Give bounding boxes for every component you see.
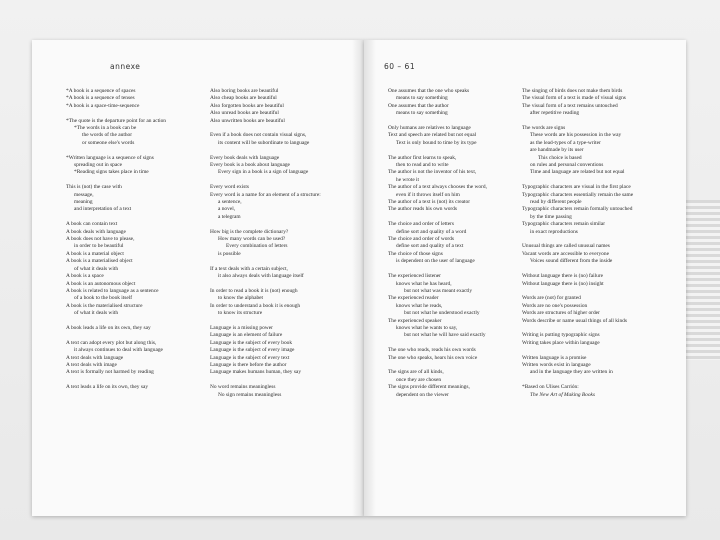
text-line: The experienced reader [388,295,439,302]
text-line: it always continues to deal with language [74,347,163,354]
text-line: *Written language is a sequence of signs [66,154,154,161]
text-line: Words are structures of higher order [522,310,600,317]
text-line: Every sign in a book is a sign of language [218,169,309,176]
text-line: The visual form of a text is made of visual signs [522,95,626,102]
text-line: *A book is a space-time-sequence [66,102,140,109]
text-line: define sort and quality of a word [396,228,467,235]
text-line: a telegram [218,213,241,220]
text-line: but not what he will have said exactly [404,332,486,339]
text-line: Vacant words are accessible to everyone [522,250,609,257]
text-line: Every book is a book about language [210,162,290,169]
text-line: A text leads a life on its own, they say [66,384,149,391]
text-line: a sentence, [218,199,242,206]
text-line: in exact reproductions [530,228,578,235]
line-gap [66,214,166,221]
text-line: Language is there before the author [210,361,287,368]
text-line: on rules and personal conventions [530,162,604,169]
text-line: A book is the materialised structure [66,302,143,309]
line-gap [210,258,321,265]
text-line: Language is the subject of every book [210,339,293,346]
running-head-right: 60 – 61 [384,62,416,71]
text-line: Language makes humans human, they say [210,369,302,376]
text-line: The experienced listener [388,273,441,280]
text-line: A book is a space [66,273,104,280]
text-line: Also unread books are beautiful [210,110,279,117]
text-line: A book can contain text [66,221,118,228]
text-line: *Reading signs takes place in time [74,169,149,176]
text-line: The signs are of all kinds, [388,369,444,376]
text-line: The author is not the inventor of his text, [388,169,477,176]
text-line: A text deals with image [66,361,117,368]
text-line: Voices sound different from the inside [530,258,613,265]
right-page [364,40,686,516]
text-line: Writing takes place within language [522,339,600,346]
line-gap [66,147,166,154]
text-line: *A book is a sequence of tenses [66,95,135,102]
text-line: The singing of birds does not make them birds [522,88,623,94]
text-line: Typographic characters remain similar [522,221,605,228]
text-line: The New Art of Making Books [530,391,596,398]
right-column-a [388,88,487,399]
text-line: read by different people [530,199,582,206]
text-line: The words are signs [522,125,566,132]
text-line: A book is a material object [66,250,124,257]
text-line: The choice and order of letters [388,221,455,228]
text-line: message, [74,191,94,198]
text-line: as the lead-types of a type-writer [530,139,601,146]
line-gap [522,347,633,354]
text-line: Even if a book does not contain visual signs, [210,132,307,139]
text-line: is possible [218,250,241,257]
text-line: How big is the complete dictionary? [210,228,289,235]
text-line: Only humans are relatives to language [388,125,471,132]
text-line: The choice of those signs [388,250,443,257]
text-line: The one who reads, reads his own words [388,347,476,354]
text-line: means to say something [396,110,448,117]
line-gap [210,147,321,154]
book-gutter [352,40,376,516]
text-line: of what it deals with [74,265,119,272]
text-line: Language is an element of failure [210,332,283,339]
text-line: A text is formally not harmed by reading [66,369,154,376]
text-line: but not what was meant exactly [404,287,473,294]
text-line: Words describe or name usual things of all kinds [522,317,627,324]
text-line: then to read and to write [396,162,449,169]
text-line: Every combination of letters [226,243,288,250]
text-line: One assumes that the author [388,102,449,109]
text-line: dependent on the viewer [396,391,449,398]
text-line: spreading out in space [74,162,123,169]
text-line: A text can adopt every plot but along this, [66,339,157,346]
text-line: and interpretation of a text [74,206,132,213]
text-line: Language is the subject of every text [210,354,290,361]
text-line: Writing is putting typographic signs [522,332,600,339]
text-line: Every word exists [210,184,249,191]
text-line: These words are his possession in the way [530,132,622,139]
line-gap [66,332,166,339]
text-line: the words of the author [82,132,133,139]
text-line: One assumes that the one who speaks [388,88,470,94]
line-gap [522,377,633,384]
right-column-b [522,88,633,399]
text-line: The author first learns to speak, [388,154,457,161]
text-line: a novel, [218,206,236,213]
line-gap [210,177,321,184]
text-line: Without language there is (no) insight [522,280,604,287]
line-gap [210,221,321,228]
line-gap [66,318,166,325]
line-gap [522,266,633,273]
text-line: In order to read a book it is (not) enough [210,287,298,294]
left-column-b [210,88,321,399]
text-line: and in the language they are written in [530,369,613,376]
text-line: of what it deals with [74,310,119,317]
text-line: No word remains meaningless [210,384,276,391]
line-gap [522,325,633,332]
text-line: This choice is based [538,154,582,161]
text-line: Text is only bound to time by its type [396,139,477,146]
text-line: Also cheap books are beautiful [210,95,277,102]
text-line: meaning [74,199,93,206]
text-line: are handmade by its user [530,147,584,154]
text-line: The author of a text is (not) its creator [388,199,471,206]
line-gap [66,110,166,117]
text-line: is dependent on the user of language [396,258,475,265]
text-line: Language is the subject of every image [210,347,295,354]
left-column-a [66,88,166,392]
text-line: A book is a materialised object [66,258,133,265]
text-line: in order to be beautiful [74,243,124,250]
text-line: A book deals with language [66,228,126,235]
text-line: Language is a missing power [210,324,273,331]
text-line: *The words in a book can be [74,125,137,132]
text-line: after repetitive reading [530,110,580,117]
text-line: Also boring books are beautiful [210,88,279,94]
text-line: *Based on Ulises Carrión: [522,384,579,391]
text-line: to know the alphabet [218,295,264,302]
text-line: Unusual things are called unusual names [522,243,610,250]
line-gap [388,118,487,125]
text-line: If a text deals with a certain subject, [210,265,288,272]
text-line: but not what he understood exactly [404,310,480,317]
text-line: A book does not have to please, [66,236,135,243]
text-line: No sign remains meaningless [218,391,282,398]
text-line: by the time passing [530,213,572,220]
text-line: or someone else's words [82,139,135,146]
line-gap [210,318,321,325]
text-line: This is (not) the case with [66,184,122,191]
text-line: The experienced speaker [388,317,442,324]
line-gap [210,280,321,287]
text-line: Words are (not) for granted [522,295,581,302]
text-line: How many words can be used? [218,236,286,243]
text-line: Text and speech are related but not equal [388,132,477,139]
text-line: of a book to the book itself [74,295,133,302]
text-line: to know its structure [218,310,263,317]
text-line: it also always deals with language itself [218,273,304,280]
text-line: Written language is a promise [522,354,587,361]
left-page [32,40,364,516]
text-line: *A book is a sequence of spaces [66,88,136,94]
text-line: The author of a text always chooses the word, [388,184,487,191]
text-line: A book is related to language as a sentence [66,287,159,294]
text-line: Typographic characters essentially remain the same [522,191,634,198]
running-head-left: annexe [110,62,141,71]
text-line: A book leads a life on its own, they say [66,324,151,331]
text-line: Every word is a name for an element of a structure: [210,191,321,198]
line-gap [388,340,487,347]
line-gap [388,147,487,154]
text-line: A book is an autonomous object [66,280,136,287]
text-line: The choice and order of words [388,236,455,243]
line-gap [522,236,633,243]
text-line: In order to understand a book it is enough [210,302,301,309]
text-line: Typographic characters remain formally untouched [522,206,633,213]
text-line: Written words exist in language [522,361,591,368]
text-line: The author reads his own words [388,206,458,213]
text-line: knows what he wants to say, [396,324,458,331]
text-line: A text deals with language [66,354,124,361]
line-gap [522,118,633,125]
text-line: Without language there is (no) failure [522,273,604,280]
line-gap [210,377,321,384]
text-line: Typographic characters are visual in the first place [522,184,631,191]
text-line: Time and language are related but not equal [530,169,625,176]
text-line: means to say something [396,95,448,102]
text-line: once they are chosen [396,376,442,383]
text-line: The visual form of a text remains untouched [522,102,618,109]
page-stack-edge [680,200,720,360]
text-line: Also unwritten books are beautiful [210,117,285,124]
text-line: its content will be subordinate to language [218,139,310,146]
text-line: The one who speaks, hears his own voice [388,354,478,361]
text-line: The signs provide different meanings, [388,384,470,391]
text-line: Words are no one's possession [522,302,588,309]
text-line: knows what he reads, [396,302,443,309]
text-line: he wrote it [396,176,420,183]
line-gap [388,266,487,273]
text-line: Also forgotten books are beautiful [210,102,284,109]
text-line: Every book deals with language [210,154,280,161]
text-line: define sort and quality of a text [396,243,464,250]
text-line: *The quote is the departure point for an action [66,117,166,124]
text-line: knows what he has heard, [396,280,452,287]
text-line: even if it throws itself on him [396,191,460,198]
